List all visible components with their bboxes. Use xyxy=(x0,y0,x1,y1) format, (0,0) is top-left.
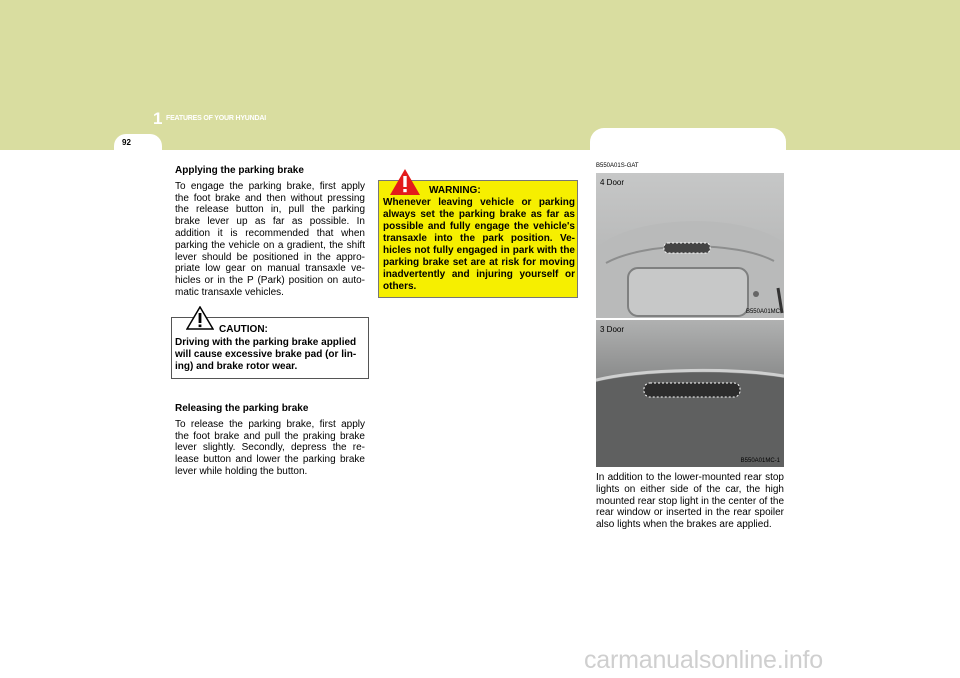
section-title-line2: STOP LIGHT xyxy=(596,142,674,157)
applying-heading: Applying the parking brake xyxy=(175,165,304,176)
header-band xyxy=(0,0,960,150)
releasing-heading: Releasing the parking brake xyxy=(175,403,309,414)
releasing-section xyxy=(175,403,365,478)
trunk-illustration xyxy=(596,173,784,318)
section-title-a: HIGH-MOUNTED xyxy=(596,129,699,144)
four-door-label: 4 Door xyxy=(600,178,625,187)
warning-title: WARNING: xyxy=(429,185,481,196)
warning-box xyxy=(378,180,578,298)
warning-triangle-icon xyxy=(389,168,421,196)
three-door-label: 3 Door xyxy=(600,325,625,334)
caution-box xyxy=(171,317,369,379)
releasing-text: To release the parking brake, first apply the foot brake and pull the praking brake lever slightly. Secondly, depress the re- lease button and lower the parking brake lever while holding the button. xyxy=(175,418,365,477)
three-door-photo xyxy=(596,320,784,467)
stop-light-text: In addition to the lower-mounted rear stop lights on either side of the car, the high mounted rear stop light in the center of the rear window or inserted in the rear spoiler also lights when the brakes are applied. xyxy=(596,472,784,531)
caution-title: CAUTION: xyxy=(219,324,268,335)
section-title xyxy=(596,130,774,156)
warning-text: Whenever leaving vehicle or parking always set the parking brake as far as possible and fully engage the vehicle's transaxle into the park position. Ve- hicles not fully engaged in park with the parking brake set are at risk for moving inadvertently and injuring yourself or others. xyxy=(383,197,575,292)
spoiler-illustration xyxy=(596,320,784,467)
three-door-code: B550A01MC-1 xyxy=(740,458,780,464)
section-code: B550A01S-GAT xyxy=(596,163,639,169)
caution-triangle-icon xyxy=(186,306,214,330)
applying-text: To engage the parking brake, first apply the foot brake and then without pressing the release button in, pull the parking brake lever up as far as possible. In addition it is recommended that when parking the vehicle on a gradient, the shift lever should be positioned in the appro- priate low gear on manual transaxle ve- hicles or in the P (Park) position on auto- matic transaxle vehicles. xyxy=(175,180,365,298)
four-door-photo xyxy=(596,173,784,318)
page-number: 92 xyxy=(122,138,131,147)
watermark: carmanualsonline.info xyxy=(584,646,824,674)
chapter-title: FEATURES OF YOUR HYUNDAI xyxy=(166,115,266,122)
four-door-code: B550A01MC xyxy=(745,309,780,315)
caution-text: Driving with the parking brake applied will cause excessive brake pad (or lin- ing) and brake rotor wear. xyxy=(175,337,357,372)
section-title-b: REAR xyxy=(737,129,774,144)
applying-section xyxy=(175,165,365,299)
chapter-number: 1 xyxy=(153,109,163,128)
